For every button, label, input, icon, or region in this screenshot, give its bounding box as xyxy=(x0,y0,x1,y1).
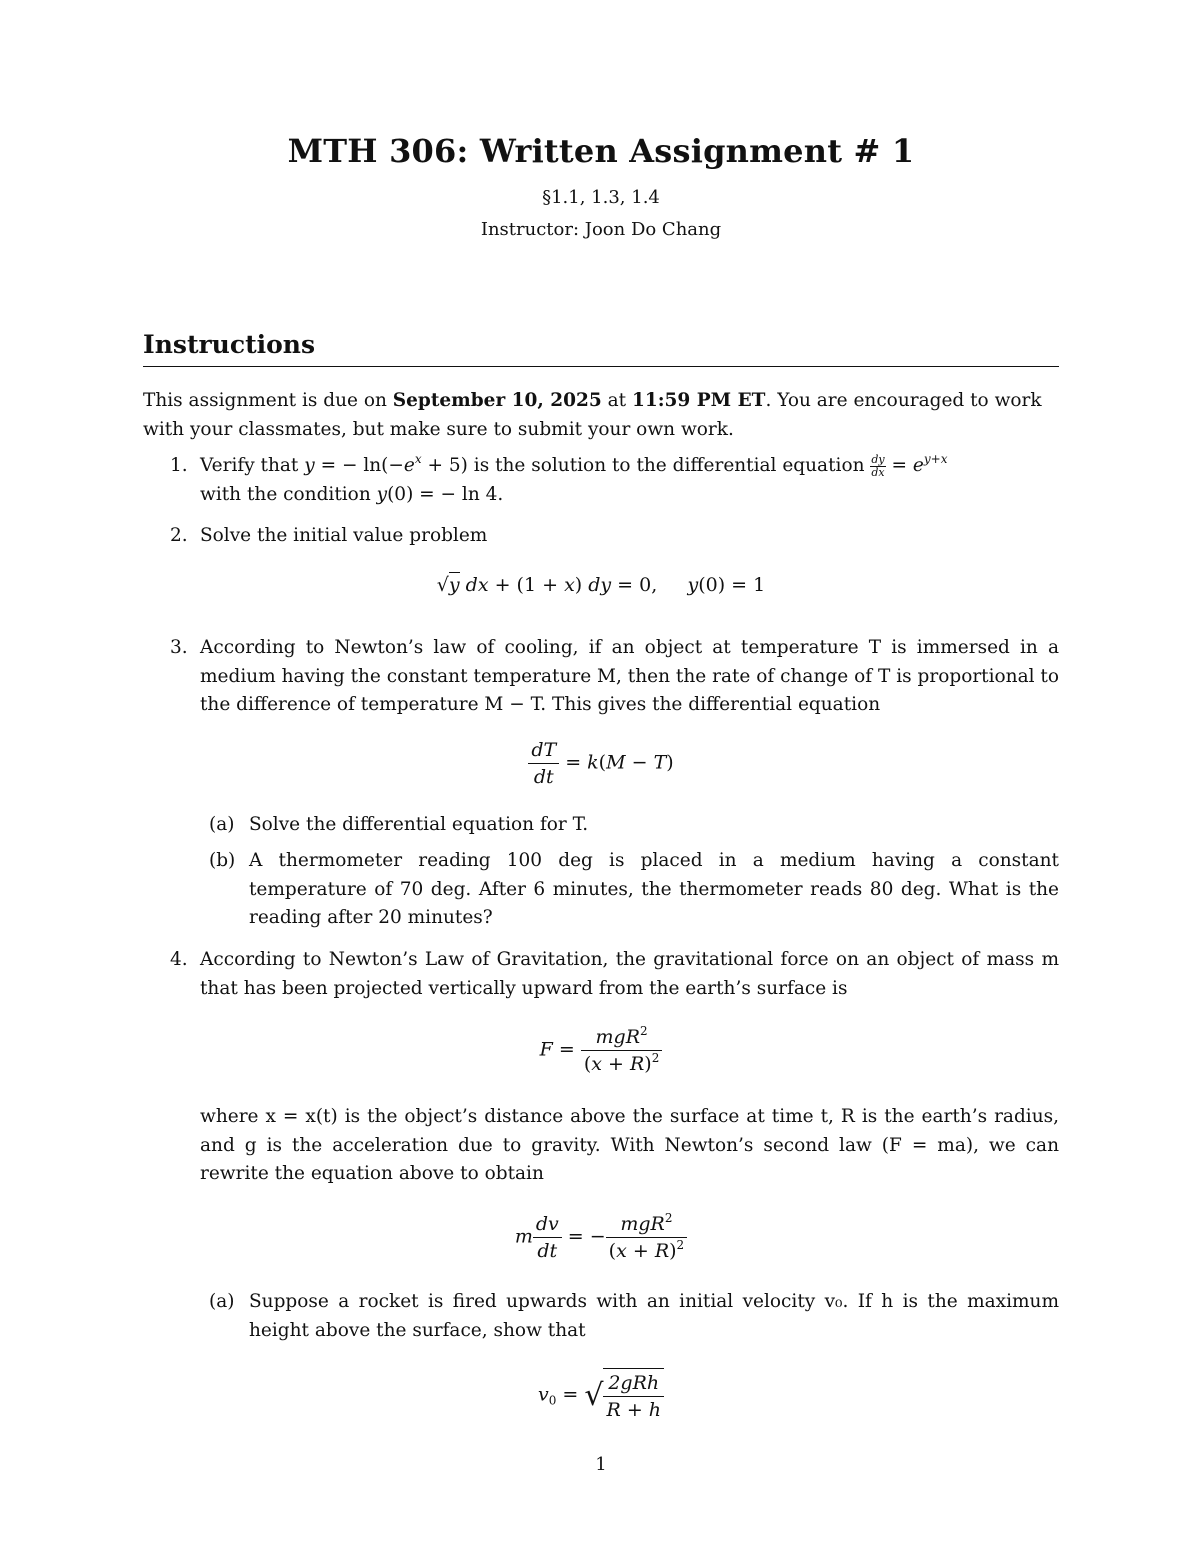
equation-newton-second: m $\frac{dv}{dt}$ = − $\frac{mgR^2}{(x + R)^2}$ xyxy=(143,1211,1059,1264)
problem-text: According to Newton’s Law of Gravitation, the gravitational force on an object of mass m that has been projected vertically upward from the earth’s surface is xyxy=(200,949,1059,999)
problem-number: 4. xyxy=(170,949,188,970)
intro-suffix: . You are encouraged to work with your classmates, but make sure to submit your own work. xyxy=(143,390,1042,440)
equation-escape-velocity: $v_0$ = √ $\frac{\text{2gRh}}{R + h}$ xyxy=(143,1368,1059,1423)
equation-gravitation: F = $\frac{mgR^2}{(x + R)^2}$ xyxy=(143,1024,1059,1077)
instructor-line: Instructor: Joon Do Chang xyxy=(480,219,722,240)
problem-text-continued: where x = x(t) is the object’s distance above the surface at time t, R is the earth’s radius, and g is the acceleration due to gravity. With Newton’s second law (F = ma), we can rewrite the equation above to obtain xyxy=(200,1106,1059,1184)
problem-number: 1. xyxy=(170,455,188,476)
problem-text: Verify that y = − $\ln(-e^x + 5)$ is the solution to the differential equation $\frac{dy}{dx}$ = $e^{y+x}$ with the condition y(0) = − ln 4. xyxy=(200,452,948,505)
equation-cooling: $\frac{dT}{dt}$ = k(M − T) xyxy=(143,737,1059,790)
assignment-title: MTH 306: Written Assignment # 1 xyxy=(287,132,915,170)
equation-ivp: √y dx + (1 + x) dy = 0, y(0) = 1 xyxy=(436,574,766,596)
intro-prefix: This assignment is due on xyxy=(143,390,393,411)
problem-number: 3. xyxy=(170,637,188,658)
due-date: September 10, 2025 xyxy=(392,390,602,411)
document-page: MTH 306: Written Assignment # 1 §1.1, 1.3, 1.4 Instructor: Joon Do Chang Instructions This assignment is due on September 10, 2025 at 11:59 PM ET. You are encouraged to work with your classmates, but make sure to submit your own work. 1. Verify that y = − $\ln(-e^x + 5)$ is the solution to the differential equation $\frac{dy}{dx}$ = $e^{y+x}$ with the condition y(0) = − ln 4. 2. Solve the initial value problem √y dx + (1 + x) dy = 0, y(0) = 1 3. According to Newton’s law of cooling, if an object at temperature T is immersed in a medium having the constant temperature M, then the rate of change of T is proportional to the difference of temperature M − T. This gives the differential equation $\frac{dT}{dt}$ = k(M − T) (a) Solve the differential equation for T. (b) A thermometer reading 100 deg is placed in a medium having a constant temperature of 70 deg. After 6 minutes, the thermometer reads 80 deg. What is the reading after 20 minutes? 4. According to Newton’s Law of Gravitation, the gravitational force on an object of mass m that has been projected vertically upward from the earth’s surface is F = $\frac{mgR^2}{(x + R)^2}$ where x = x(t) is the object’s distance above the surface at time t, R is the earth’s radius, and g is the acceleration due to gravity. With Newton’s second law (F = ma), we can rewrite the equation above to obtain m $\frac{dv}{dt}$ = − $\frac{mgR^2}{(x + R)^2}$ (a) Suppose a rocket is fired upwards with an initial velocity v₀. If h is the maximum height above the surface, show that $v_0$ = √ $\frac{\text{2gRh}}{R + h}$ 1 xyxy=(143,132,1059,1475)
page-number: 1 xyxy=(595,1454,607,1475)
due-time: 11:59 PM ET xyxy=(631,390,766,411)
section-list: §1.1, 1.3, 1.4 xyxy=(542,187,660,208)
section-divider xyxy=(143,366,1059,367)
problem-text: According to Newton’s law of cooling, if an object at temperature T is immersed in a medium having the constant temperature M, then the rate of change of T is proportional to the difference of temperature M − T. This gives the differential equation xyxy=(200,637,1059,715)
problem-text: Solve the initial value problem xyxy=(200,525,488,546)
instructions-heading: Instructions xyxy=(143,330,316,359)
problem-number: 2. xyxy=(170,525,188,546)
intro-paragraph xyxy=(143,386,1059,444)
intro-at: at xyxy=(601,390,632,411)
